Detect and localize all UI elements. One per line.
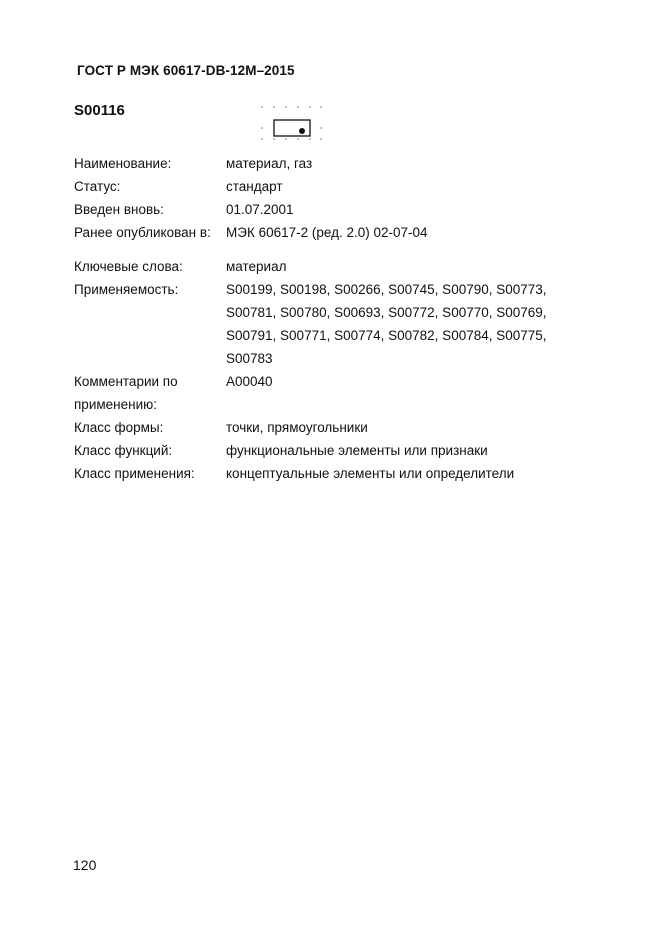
field-status-label: Статус: — [74, 179, 121, 194]
field-name-label: Наименование: — [74, 156, 172, 171]
field-name-value: материал, газ — [226, 156, 313, 171]
symbol-id: S00116 — [74, 102, 125, 119]
field-application-class-label: Класс применения: — [74, 466, 195, 481]
page-number: 120 — [73, 857, 97, 873]
applicability-line: S00781, S00780, S00693, S00772, S00770, S00769, — [226, 305, 547, 320]
field-function-class-value: функциональные элементы или признаки — [226, 443, 488, 458]
field-applicability-label: Применяемость: — [74, 282, 179, 297]
field-comments-value: A00040 — [226, 374, 273, 389]
field-keywords-value: материал — [226, 259, 287, 274]
field-comments-label-line1: Комментарии по — [74, 374, 178, 389]
symbol-rectangle — [274, 120, 310, 136]
applicability-line: S00783 — [226, 351, 273, 366]
symbol-dot — [299, 128, 305, 134]
field-published-value: МЭК 60617-2 (ред. 2.0) 02-07-04 — [226, 225, 428, 240]
field-introduced-value: 01.07.2001 — [226, 202, 294, 217]
field-keywords-label: Ключевые слова: — [74, 259, 183, 274]
applicability-line: S00791, S00771, S00774, S00782, S00784, S00775, — [226, 328, 547, 343]
field-shape-class-value: точки, прямоугольники — [226, 420, 368, 435]
field-published-label: Ранее опубликован в: — [74, 225, 211, 240]
field-comments-label-line2: применению: — [74, 397, 157, 412]
dot-in-rectangle-symbol-icon — [255, 100, 325, 144]
field-application-class-value: концептуальные элементы или определители — [226, 466, 515, 481]
standard-header: ГОСТ Р МЭК 60617-DB-12M–2015 — [77, 63, 295, 78]
field-shape-class-label: Класс формы: — [74, 420, 164, 435]
applicability-line: S00199, S00198, S00266, S00745, S00790, S00773, — [226, 282, 547, 297]
field-introduced-label: Введен вновь: — [74, 202, 164, 217]
field-status-value: стандарт — [226, 179, 283, 194]
field-function-class-label: Класс функций: — [74, 443, 173, 458]
